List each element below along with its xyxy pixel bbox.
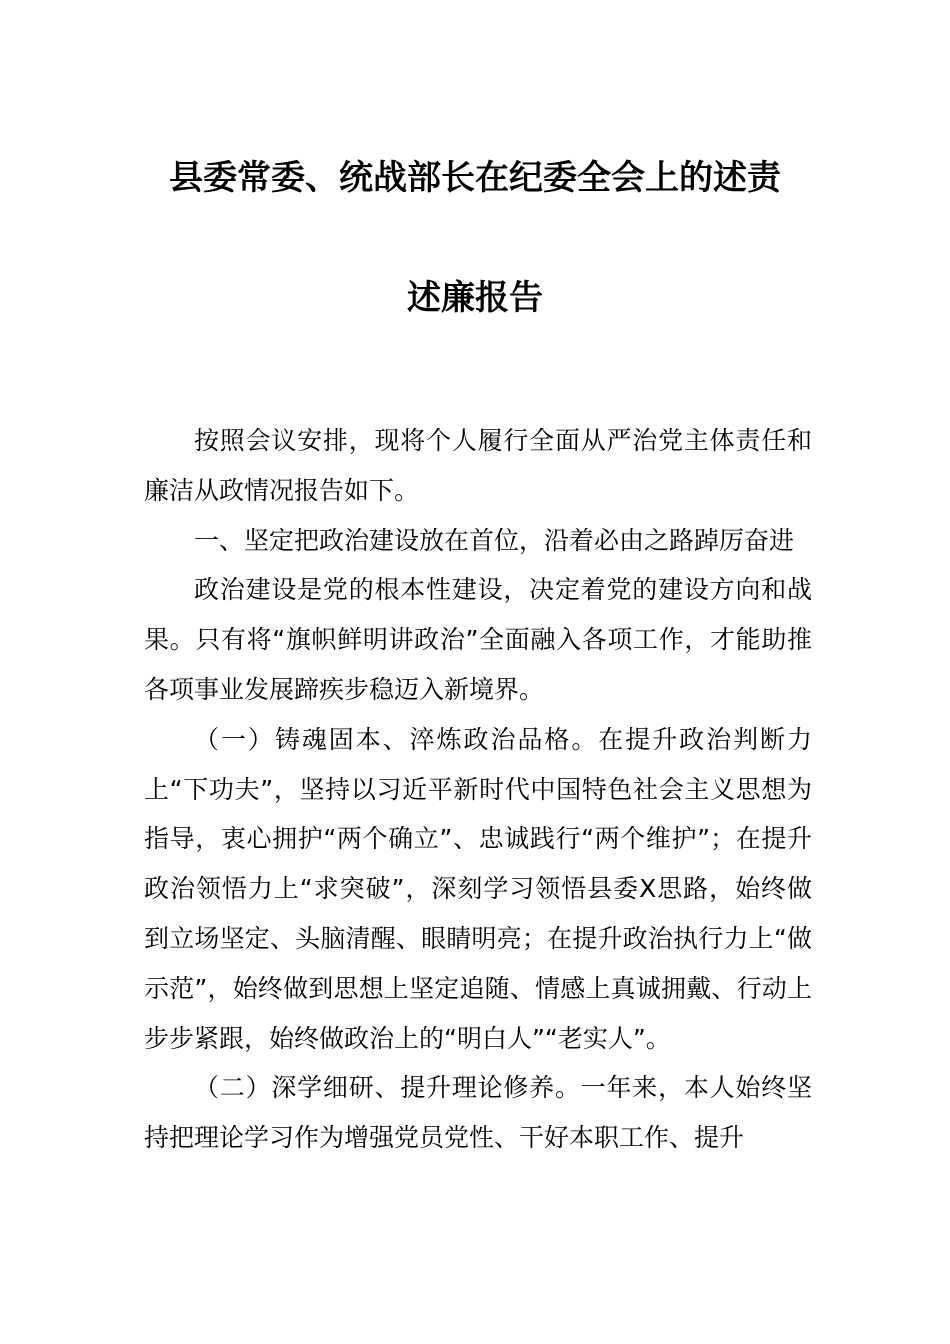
paragraph-subsection-1: （一）铸魂固本、淬炼政治品格。在提升政治判断力上“下功夫”，坚持以习近平新时代中国特色社会主义思想为指导，衷心拥护“两个确立”、忠诚践行“两个维护”；在提升政治领悟力上“求突破”，深刻学习领悟县委X思路，始终做到立场坚定、头脑清醒、眼睛明亮；在提升政治执行力上“做示范”，始终做到思想上坚定追随、情感上真诚拥戴、行动上步步紧跟，始终做政治上的“明白人”“老实人”。 <box>144 724 812 1053</box>
paragraph-political-building: 政治建设是党的根本性建设，决定着党的建设方向和战果。只有将“旗帜鲜明讲政治”全面融入各项工作，才能助推各项事业发展蹄疾步稳迈入新境界。 <box>144 575 812 704</box>
document-title-line-2: 述廉报告 <box>407 278 543 318</box>
section-heading-1: 一、坚定把政治建设放在首位，沿着必由之路踔厉奋进 <box>194 525 795 555</box>
paragraph-intro: 按照会议安排，现将个人履行全面从严治党主体责任和廉洁从政情况报告如下。 <box>144 426 812 505</box>
document-body <box>144 416 812 1163</box>
document-title-line-1: 县委常委、统战部长在纪委全会上的述责 <box>169 158 781 198</box>
paragraph-subsection-2: （二）深学细研、提升理论修养。一年来，本人始终坚持把理论学习作为增强党员党性、干好本职工作、提升 <box>144 1073 812 1153</box>
